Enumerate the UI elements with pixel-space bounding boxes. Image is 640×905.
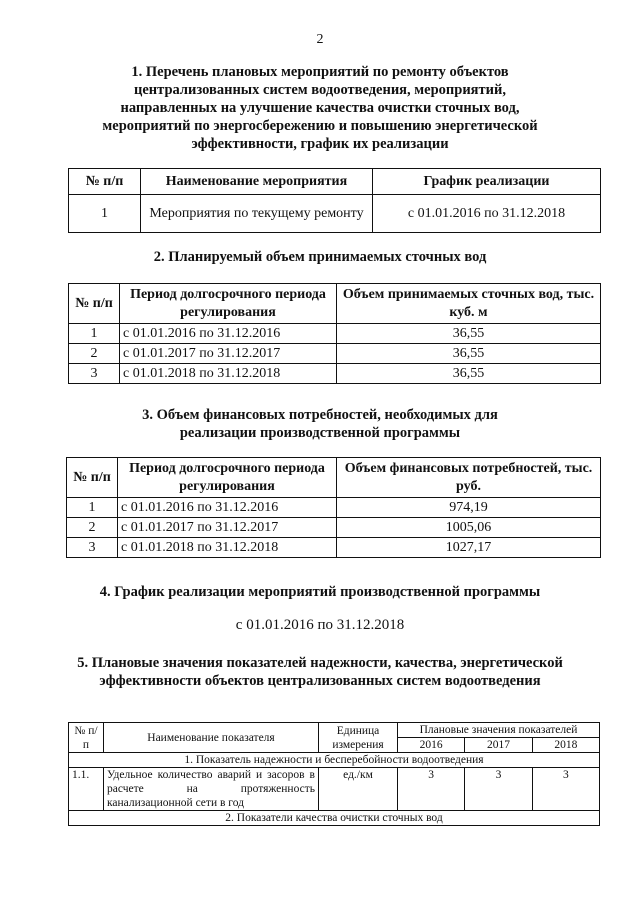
table-row: [67, 518, 601, 538]
table-row: [67, 538, 601, 558]
col-header-unit: Единица измерения: [319, 723, 398, 753]
col-header-year-2017: 2017: [465, 738, 532, 753]
row-unit: ед./км: [319, 768, 398, 811]
row-num: 1: [67, 498, 118, 518]
wastewater-volume-table: [68, 283, 601, 384]
row-value-2018: 3: [532, 768, 599, 811]
section1-title: 1. Перечень плановых мероприятий по ремонту объектов централизованных систем водоотведения, мероприятий, направленных на улучшение качества очистки сточных вод, мероприятий по энергосбережению и повышению энергетической эффективности, график их реализации: [102, 64, 538, 152]
row-value-2016: 3: [398, 768, 465, 811]
row-num: 3: [67, 538, 118, 558]
row-num: 1: [69, 195, 141, 233]
row-period: с 01.01.2016 по 31.12.2016: [118, 498, 337, 518]
row-value: 36,55: [337, 344, 601, 364]
col-header-indicator: Наименование показателя: [104, 723, 319, 753]
row-value: 36,55: [337, 364, 601, 384]
table-row: [69, 768, 600, 811]
col-header-num: № п/п: [69, 169, 141, 195]
row-name: Мероприятия по текущему ремонту: [141, 195, 373, 233]
group-label-reliability: 1. Показатель надежности и бесперебойности водоотведения: [69, 753, 600, 768]
table-row: [69, 195, 601, 233]
col-header-num: № п/п: [69, 723, 104, 753]
col-header-name: Наименование мероприятия: [141, 169, 373, 195]
section4-period: с 01.01.2016 по 31.12.2018: [235, 617, 405, 633]
table-row: [67, 498, 601, 518]
section4-title: 4. График реализации мероприятий производственной программы: [99, 584, 541, 600]
row-period: с 01.01.2016 по 31.12.2016: [120, 324, 337, 344]
col-header-period: Период долгосрочного периода регулирования: [118, 458, 337, 498]
row-value: 1027,17: [337, 538, 601, 558]
row-num: 3: [69, 364, 120, 384]
row-value: 1005,06: [337, 518, 601, 538]
col-header-num: № п/п: [69, 284, 120, 324]
col-header-year-2018: 2018: [532, 738, 599, 753]
row-value-2017: 3: [465, 768, 532, 811]
row-indicator: Удельное количество аварий и засоров в расчете на протяженность канализационной сети в год: [104, 768, 319, 811]
row-period: с 01.01.2017 по 31.12.2017: [118, 518, 337, 538]
row-period: с 01.01.2018 по 31.12.2018: [118, 538, 337, 558]
group-label-quality: 2. Показатели качества очистки сточных вод: [69, 811, 600, 826]
col-header-volume: Объем принимаемых сточных вод, тыс. куб. м: [337, 284, 601, 324]
row-num: 2: [69, 344, 120, 364]
row-value: 974,19: [337, 498, 601, 518]
table-row: [69, 324, 601, 344]
group-row: [69, 811, 600, 826]
section5-title: 5. Плановые значения показателей надежности, качества, энергетической эффективности объектов централизованных систем водоотведения: [77, 655, 563, 689]
col-header-num: № п/п: [67, 458, 118, 498]
row-num: 1.1.: [69, 768, 104, 811]
row-schedule: с 01.01.2016 по 31.12.2018: [373, 195, 601, 233]
row-period: с 01.01.2018 по 31.12.2018: [120, 364, 337, 384]
col-header-finance: Объем финансовых потребностей, тыс. руб.: [337, 458, 601, 498]
table-row: [69, 364, 601, 384]
section2-title: 2. Планируемый объем принимаемых сточных вод: [153, 249, 487, 265]
financial-needs-table: [66, 457, 601, 558]
col-header-planned: Плановые значения показателей: [398, 723, 600, 738]
group-row: [69, 753, 600, 768]
row-period: с 01.01.2017 по 31.12.2017: [120, 344, 337, 364]
col-header-period: Период долгосрочного периода регулирования: [120, 284, 337, 324]
row-value: 36,55: [337, 324, 601, 344]
table-row: [69, 344, 601, 364]
row-num: 1: [69, 324, 120, 344]
row-num: 2: [67, 518, 118, 538]
col-header-year-2016: 2016: [398, 738, 465, 753]
page-number: 2: [316, 32, 324, 47]
col-header-schedule: График реализации: [373, 169, 601, 195]
section3-title: 3. Объем финансовых потребностей, необходимых для реализации производственной программы: [142, 407, 498, 441]
indicators-table: [68, 722, 600, 826]
measures-table: [68, 168, 601, 233]
